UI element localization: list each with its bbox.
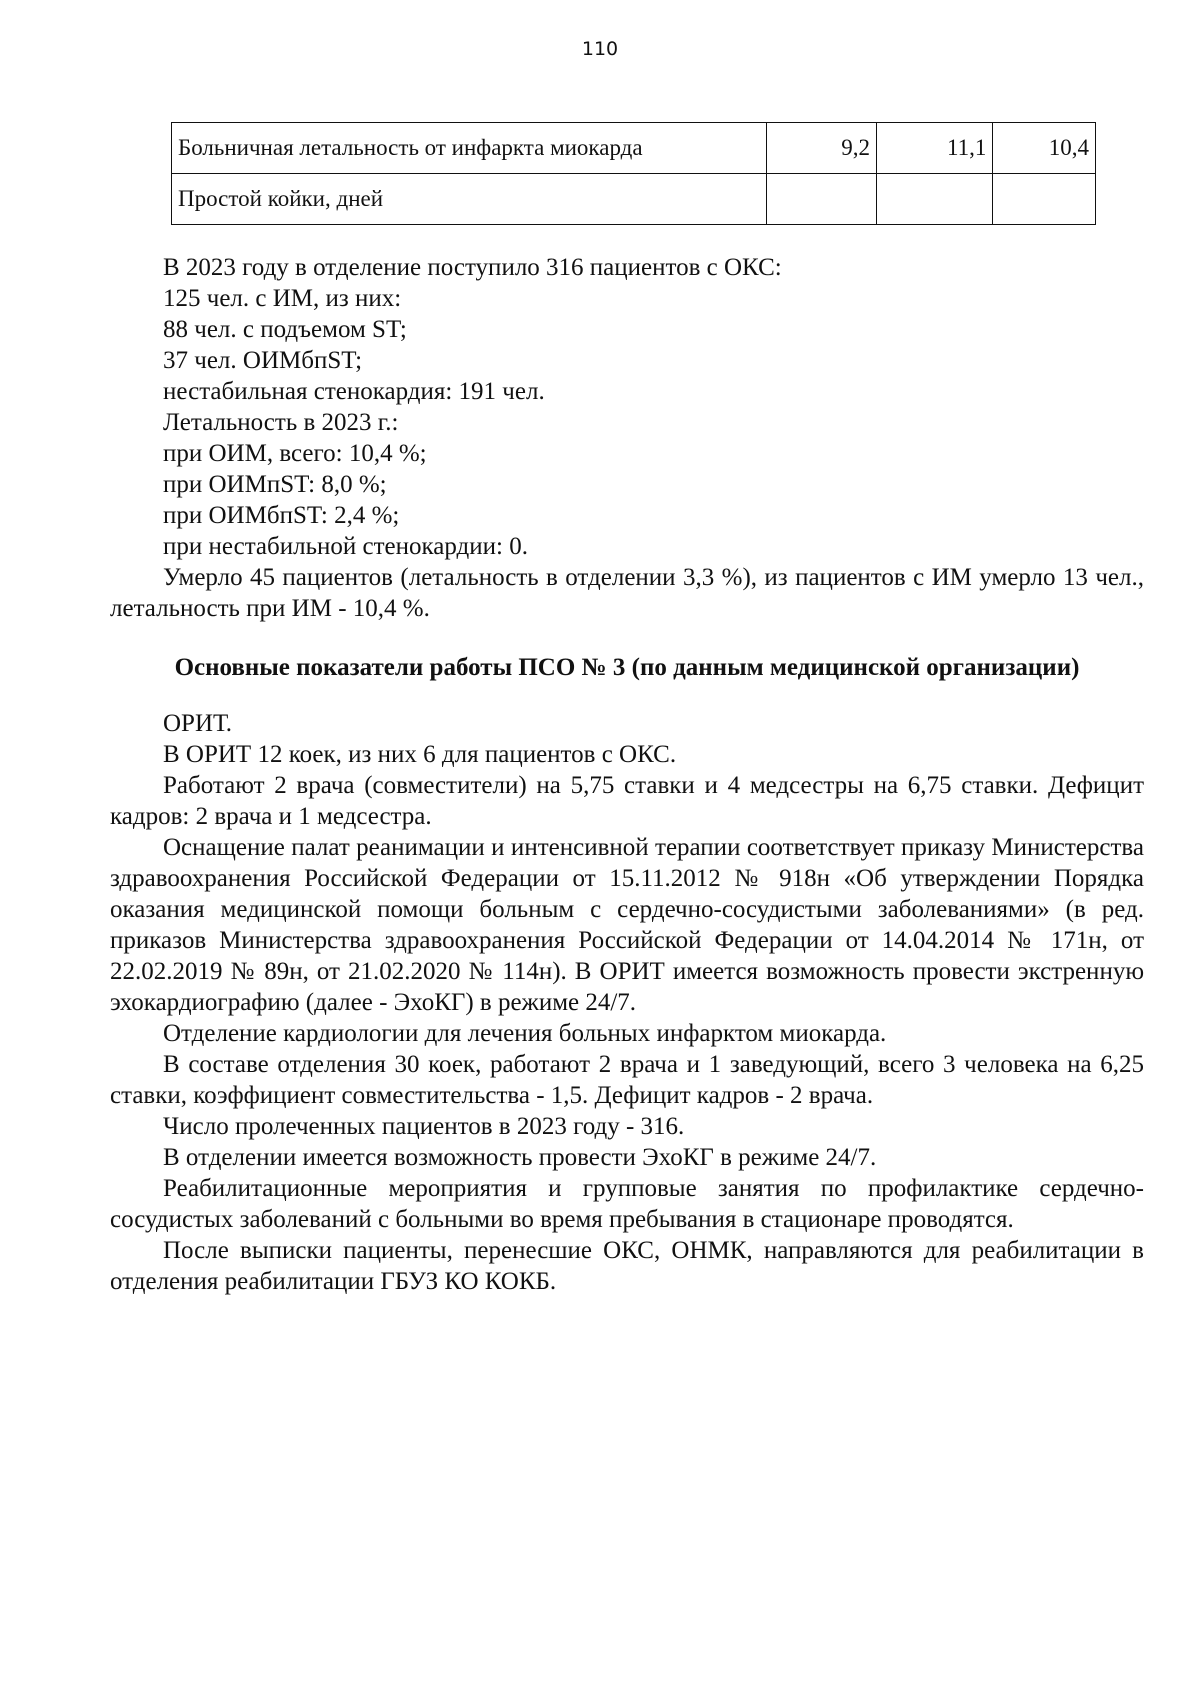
summary-line: при ОИМпST: 8,0 %; [163,471,387,498]
summary-line: 88 чел. с подъемом ST; [163,316,407,343]
section-heading: Основные показатели работы ПСО № 3 (по данным медицинской организации) [174,654,1080,681]
cardio-title: Отделение кардиологии для лечения больных инфарктом миокарда. [163,1020,887,1047]
rehab-events: Реабилитационные мероприятия и групповые занятия по профилактике сердечно-сосудистых заболеваний с больными во время пребывания в стационаре проводятся. [110,1175,1144,1233]
section-body [110,708,1144,1297]
orit-equipment: Оснащение палат реанимации и интенсивной терапии соответствует приказу Министерства здравоохранения Российской Федерации от 15.11.2012 № 918н «Об утверждении Порядка оказания медицинской помощи больным с сердечно-сосудистыми заболеваниями» (в ред. приказов Министерства здравоохранения Российской Федерации от 14.04.2014 № 171н, от 22.02.2019 № 89н, от 21.02.2020 № 114н). В ОРИТ имеется возможность провести экстренную эхокардиографию (далее - ЭхоКГ) в режиме 24/7. [110,834,1144,1016]
summary-line: нестабильная стенокардия: 191 чел. [163,378,545,405]
summary-block [110,252,1144,624]
summary-line: 37 чел. ОИМбпST; [163,347,363,374]
table-row [172,123,1096,174]
orit-beds: В ОРИТ 12 коек, из них 6 для пациентов с ОКС. [163,741,677,768]
treated-count: Число пролеченных пациентов в 2023 году - 316. [163,1113,685,1140]
echo-availability: В отделении имеется возможность провести ЭхоКГ в режиме 24/7. [163,1144,877,1171]
cardio-staff: В составе отделения 30 коек, работают 2 врача и 1 заведующий, всего 3 человека на 6,25 ставки, коэффициент совместительства - 1,5. Дефицит кадров - 2 врача. [110,1051,1144,1109]
table-cell-value [877,174,993,225]
summary-line: при нестабильной стенокардии: 0. [163,533,528,560]
table-cell-value [766,174,876,225]
orit-title: ОРИТ. [163,710,233,737]
orit-staff: Работают 2 врача (совместители) на 5,75 ставки и 4 медсестры на 6,75 ставки. Дефицит кадров: 2 врача и 1 медсестра. [110,772,1144,830]
table-row [172,174,1096,225]
indicators-table [171,122,1096,225]
summary-line: В 2023 году в отделение поступило 316 пациентов с ОКС: [163,254,782,281]
table-cell-value: 11,1 [877,123,993,174]
summary-line: при ОИМ, всего: 10,4 %; [163,440,427,467]
discharge-rehab: После выписки пациенты, перенесшие ОКС, ОНМК, направляются для реабилитации в отделения реабилитации ГБУЗ КО КОКБ. [110,1237,1144,1295]
summary-line: при ОИМбпST: 2,4 %; [163,502,400,529]
table-cell-label: Простой койки, дней [172,174,767,225]
table-cell-value [993,174,1096,225]
page-number: 110 [581,38,619,60]
mortality-paragraph: Умерло 45 пациентов (летальность в отделении 3,3 %), из пациентов с ИМ умерло 13 чел., летальность при ИМ - 10,4 %. [110,564,1144,622]
summary-line: 125 чел. с ИМ, из них: [163,285,402,312]
table-cell-label: Больничная летальность от инфаркта миокарда [172,123,767,174]
summary-line: Летальность в 2023 г.: [163,409,399,436]
table-cell-value: 9,2 [766,123,876,174]
table-cell-value: 10,4 [993,123,1096,174]
